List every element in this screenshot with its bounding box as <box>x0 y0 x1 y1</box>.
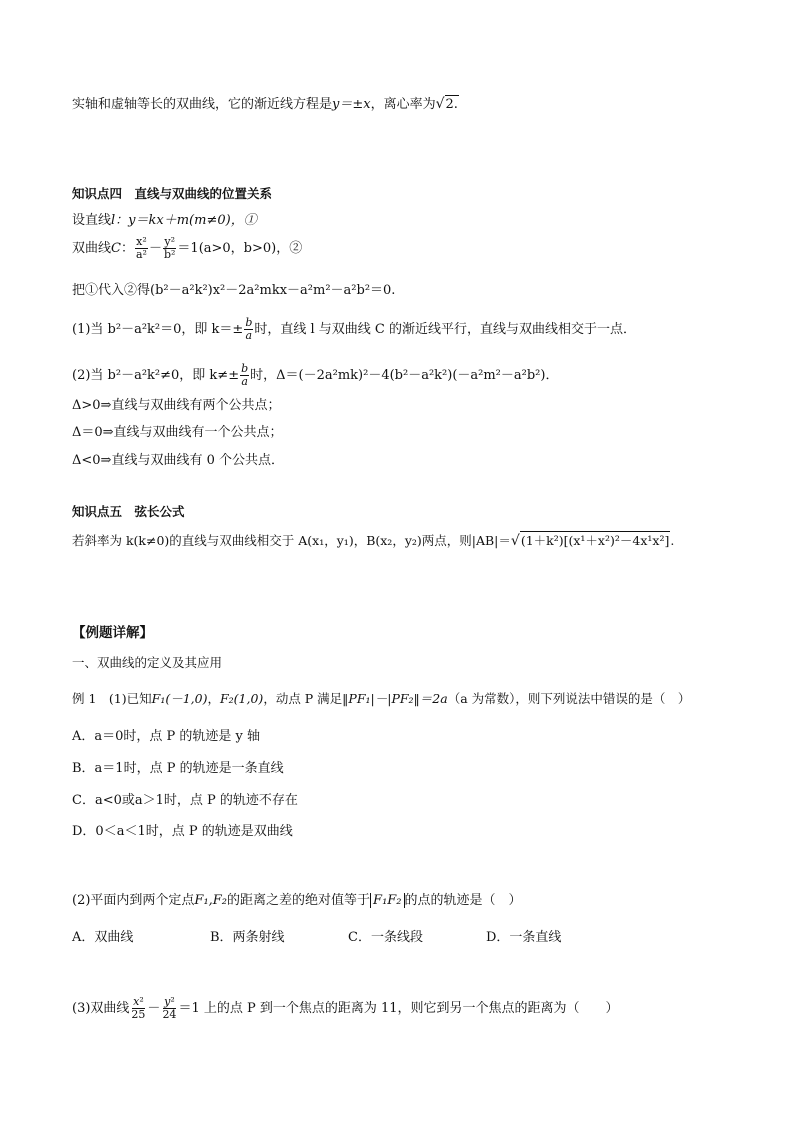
text: (1)当 b²－a²k²＝0，即 k＝± <box>72 322 244 337</box>
text: (3)双曲线 <box>72 1001 130 1016</box>
x2-over-25: $\frac{\text{x²}}{25}$ <box>131 995 146 1021</box>
text: 设直线 <box>72 213 112 228</box>
kp4-substitute: 把①代入②得(b²－a²k²)x²－2a²mkx－a²m²－a²b²＝0. <box>72 283 396 298</box>
ex2-option-b: B．两条射线 <box>210 930 285 945</box>
text: 的点的轨迹是（ ） <box>404 893 522 908</box>
b-over-a: $\frac{b}{a}$ <box>241 362 249 388</box>
kp4-case2 <box>72 363 558 388</box>
kp5-title: 知识点五 弦长公式 <box>72 504 185 519</box>
section-1-title: 一、双曲线的定义及其应用 <box>72 655 223 670</box>
text: . <box>670 533 675 548</box>
f2-point: F₂(1,0) <box>219 691 264 706</box>
sqrt-sign: √ <box>435 96 445 112</box>
text: （a 为常数），则下列说法中错误的是（ ） <box>447 691 691 706</box>
ex1-option-b: B．a＝1时，点 P 的轨迹是一条直线 <box>72 761 284 776</box>
text: (2)当 b²－a²k²≠0，即 k≠± <box>72 368 240 383</box>
ex2-stem <box>72 892 522 910</box>
ex1-option-d: D．0＜a＜1时，点 P 的轨迹是双曲线 <box>72 824 293 839</box>
text: 双曲线 <box>72 241 112 256</box>
ex2-option-a: A．双曲线 <box>72 930 134 945</box>
examples-title: 【例题详解】 <box>72 625 153 641</box>
kp5-chord <box>72 531 674 550</box>
ex1-stem: 例 1 (1)已知F₁(－1,0)，F₂(1,0)，动点 P 满足‖PF₁|－|PF₂‖＝2a（a 为常数），则下列说法中错误的是（ ） <box>72 691 691 706</box>
kp4-delta-neg: Δ<0⇒直线与双曲线有 0 个公共点． <box>72 453 284 468</box>
kp4-delta-pos: Δ>0⇒直线与双曲线有两个公共点； <box>72 398 281 413</box>
text: ＝1(a>0，b>0)，② <box>177 241 303 256</box>
asymptote-eq: y＝±x <box>332 97 371 112</box>
condition: ‖PF₁|－|PF₂‖＝2a <box>342 691 448 706</box>
sqrt-sign: √ <box>510 533 520 549</box>
text: ，离心率为 <box>370 97 436 112</box>
ex3-stem: (3)双曲线 $\frac{\text{x²}}{25}$ － $\frac{\text{y²}}{24}$ ＝1 上的点 P 到一个焦点的距离为 11，则它到另一个焦点的距离为（ ） <box>72 995 619 1021</box>
ex2-option-c: C．一条线段 <box>348 930 423 945</box>
sqrt-value: 2. <box>445 97 458 112</box>
sqrt-content: (1＋k²)[(x¹＋x²)²－4x¹x²] <box>520 533 670 548</box>
points: F₁,F₂ <box>194 893 228 908</box>
x2-over-a2: $\frac{\text{x²}}{\text{a²}}$ <box>135 235 147 261</box>
ex1-option-a: A．a＝0时，点 P 的轨迹是 y 轴 <box>72 729 261 744</box>
text: 实轴和虚轴等长的双曲线，它的渐近线方程是 <box>72 97 333 112</box>
y2-over-b2: $\frac{\text{y²}}{\text{b²}}$ <box>163 235 176 261</box>
ex1-option-c: C．a<0或a＞1时，点 P 的轨迹不存在 <box>72 793 298 808</box>
c-letter: C <box>111 241 121 256</box>
abs-distance: F₁F₂ <box>370 893 404 908</box>
kp4-hyperbola: 双曲线C： $\frac{\text{x²}}{\text{a²}}$ － $\frac{\text{y²}}{\text{b²}}$ ＝1(a>0，b>0)，② <box>72 235 303 261</box>
y2-over-24: $\frac{\text{y²}}{24}$ <box>162 995 177 1021</box>
text: (2)平面内到两个定点 <box>72 893 195 908</box>
kp4-set-line <box>72 212 257 230</box>
text: 的距离之差的绝对值等于 <box>227 893 371 908</box>
text: 时，直线 l 与双曲线 C 的渐近线平行，直线与双曲线相交于一点． <box>254 322 636 337</box>
text: ＝1 上的点 P 到一个焦点的距离为 11，则它到另一个焦点的距离为（ ） <box>178 1001 619 1016</box>
text: 若斜率为 k(k≠0)的直线与双曲线相交于 A(x₁，y₁)，B(x₂，y₂)两点，则|AB|＝ <box>72 533 511 548</box>
kp4-delta-zero: Δ＝0⇒直线与双曲线有一个公共点； <box>72 425 283 440</box>
text: ，动点 P 满足 <box>263 691 343 706</box>
b-over-a: $\frac{b}{a}$ <box>245 316 253 342</box>
equal-axes-line <box>72 95 459 114</box>
f1-point: F₁(－1,0) <box>151 691 208 706</box>
line-eq: l：y＝kx＋m(m≠0)，① <box>111 213 257 228</box>
kp4-title: 知识点四 直线与双曲线的位置关系 <box>72 186 273 201</box>
kp4-case1 <box>72 317 636 342</box>
ex2-option-d: D．一条直线 <box>486 930 562 945</box>
text: 例 1 (1)已知 <box>72 691 152 706</box>
text: 时，Δ＝(－2a²mk)²－4(b²－a²k²)(－a²m²－a²b²)． <box>250 368 559 383</box>
